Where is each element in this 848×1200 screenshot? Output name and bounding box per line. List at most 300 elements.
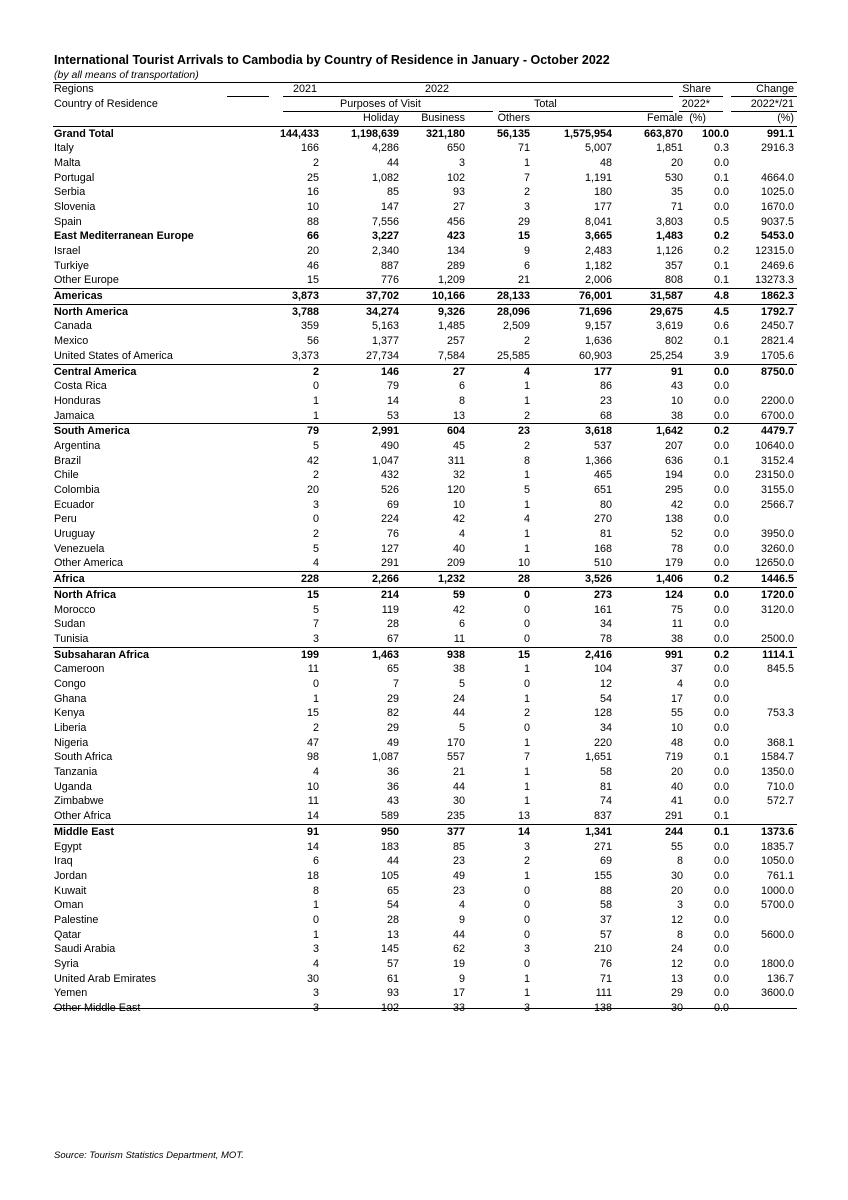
cell-business: 209 — [446, 557, 465, 570]
cell-share: 0.0 — [713, 913, 729, 926]
cell-name: Serbia — [54, 186, 86, 199]
cell-others: 3 — [523, 840, 530, 853]
cell-female: 30 — [670, 869, 683, 882]
cell-total: 2,483 — [584, 245, 612, 257]
cell-business: 4 — [458, 899, 465, 912]
cell-y2021: 1 — [312, 928, 319, 941]
cell-change: 1584.7 — [760, 751, 794, 764]
cell-female: 179 — [664, 557, 683, 570]
cell-share: 0.0 — [713, 394, 729, 407]
table-row — [53, 556, 797, 571]
table-row — [53, 898, 797, 913]
table-row — [53, 677, 797, 692]
table-row — [53, 794, 797, 809]
cell-total: 177 — [593, 200, 612, 213]
cell-name: Other Europe — [54, 274, 119, 287]
cell-business: 557 — [446, 751, 465, 764]
cell-y2021: 3,873 — [291, 290, 319, 303]
cell-share: 0.0 — [713, 186, 729, 199]
cell-y2021: 0 — [312, 677, 319, 690]
cell-others: 0 — [523, 603, 530, 616]
cell-others: 14 — [517, 825, 530, 838]
cell-business: 9,326 — [437, 305, 465, 318]
cell-name: Argentina — [54, 439, 101, 452]
cell-change: 13273.3 — [754, 274, 794, 287]
cell-change: 9037.5 — [760, 215, 794, 228]
cell-holiday: 36 — [386, 780, 399, 793]
table-row — [53, 736, 797, 751]
cell-total: 54 — [599, 692, 612, 705]
cell-holiday: 291 — [380, 557, 399, 570]
cell-name: Uganda — [54, 780, 92, 793]
header-change: Change — [756, 83, 794, 95]
cell-holiday: 887 — [380, 259, 399, 272]
cell-share: 0.0 — [713, 528, 729, 541]
cell-total: 128 — [593, 707, 612, 720]
table-row — [53, 840, 797, 855]
cell-change: 572.7 — [766, 795, 794, 808]
cell-y2021: 3 — [312, 1002, 319, 1015]
cell-name: Colombia — [54, 484, 100, 496]
cell-total: 1,575,954 — [563, 127, 612, 140]
cell-change: 1114.1 — [762, 648, 794, 661]
cell-holiday: 119 — [381, 603, 399, 616]
cell-others: 1 — [523, 972, 530, 985]
table-row — [53, 334, 797, 349]
cell-total: 58 — [599, 899, 612, 912]
cell-y2021: 2 — [312, 528, 319, 541]
cell-y2021: 0 — [312, 380, 319, 393]
cell-change: 991.1 — [766, 127, 794, 140]
cell-total: 1,651 — [584, 751, 612, 764]
cell-share: 0.0 — [713, 603, 729, 616]
table-row — [53, 423, 797, 439]
cell-business: 8 — [458, 394, 465, 407]
table-row — [53, 273, 797, 288]
cell-change: 368.1 — [766, 736, 794, 749]
cell-name: Portugal — [54, 171, 95, 184]
source-note: Source: Tourism Statistics Department, MOT. — [54, 1150, 244, 1161]
cell-change: 23150.0 — [754, 469, 794, 482]
cell-business: 650 — [446, 142, 465, 155]
cell-business: 289 — [446, 259, 465, 272]
cell-business: 938 — [446, 648, 465, 661]
cell-female: 991 — [664, 648, 683, 661]
cell-business: 321,180 — [425, 127, 465, 140]
cell-female: 8 — [676, 928, 683, 941]
cell-female: 48 — [670, 736, 683, 749]
cell-share: 0.2 — [713, 425, 729, 438]
cell-holiday: 127 — [380, 542, 399, 555]
table-row — [53, 483, 797, 498]
cell-total: 2,416 — [584, 648, 612, 661]
cell-business: 134 — [446, 245, 465, 257]
cell-holiday: 44 — [386, 855, 399, 868]
cell-share: 0.0 — [713, 722, 729, 734]
table-row — [53, 809, 797, 824]
cell-y2021: 20 — [306, 484, 319, 496]
cell-name: Ghana — [54, 692, 87, 705]
cell-share: 0.0 — [713, 498, 729, 511]
table-row — [53, 468, 797, 483]
cell-holiday: 28 — [386, 913, 399, 926]
cell-change: 1350.0 — [760, 766, 794, 779]
cell-y2021: 30 — [306, 972, 319, 985]
cell-business: 5 — [458, 677, 465, 690]
cell-share: 100.0 — [701, 127, 729, 140]
cell-female: 30 — [670, 1002, 683, 1015]
cell-holiday: 79 — [386, 380, 399, 393]
cell-y2021: 79 — [306, 425, 319, 438]
table-row — [53, 156, 797, 171]
cell-share: 0.6 — [713, 320, 729, 333]
cell-y2021: 16 — [306, 186, 319, 199]
header-business: Business — [421, 112, 465, 124]
cell-business: 1,232 — [437, 573, 465, 586]
cell-share: 0.0 — [713, 663, 729, 676]
header-total: Total — [534, 97, 557, 110]
header-rule-change-years — [731, 111, 797, 112]
cell-business: 45 — [452, 439, 465, 452]
cell-name: Syria — [54, 958, 79, 970]
cell-name: Other America — [54, 557, 124, 570]
cell-y2021: 228 — [300, 573, 319, 586]
table-row — [53, 394, 797, 409]
cell-holiday: 7 — [392, 677, 399, 690]
cell-female: 1,483 — [655, 230, 683, 243]
cell-y2021: 3 — [312, 498, 319, 511]
cell-change: 1670.0 — [760, 200, 794, 213]
cell-total: 168 — [593, 542, 612, 555]
cell-business: 27 — [452, 200, 465, 213]
cell-female: 244 — [664, 825, 683, 838]
cell-name: Tunisia — [54, 632, 89, 645]
cell-share: 0.0 — [713, 795, 729, 808]
cell-y2021: 359 — [300, 320, 319, 333]
cell-female: 138 — [664, 513, 683, 526]
cell-name: Chile — [54, 469, 79, 482]
cell-y2021: 2 — [312, 156, 319, 169]
cell-total: 76 — [599, 958, 612, 970]
cell-holiday: 82 — [386, 707, 399, 720]
cell-business: 102 — [446, 171, 465, 184]
cell-share: 0.0 — [713, 766, 729, 779]
cell-others: 1 — [523, 766, 530, 779]
cell-others: 2 — [523, 439, 530, 452]
cell-total: 1,182 — [584, 259, 612, 272]
cell-female: 78 — [670, 542, 683, 555]
cell-change: 753.3 — [766, 707, 794, 720]
cell-share: 0.0 — [713, 692, 729, 705]
cell-share: 0.0 — [713, 928, 729, 941]
cell-y2021: 91 — [306, 825, 319, 838]
cell-name: Yemen — [54, 987, 88, 1000]
cell-change: 2821.4 — [760, 335, 794, 348]
cell-holiday: 432 — [380, 469, 399, 482]
cell-holiday: 102 — [380, 1002, 399, 1015]
cell-share: 3.9 — [713, 349, 729, 362]
cell-business: 9 — [458, 972, 465, 985]
cell-total: 3,526 — [584, 573, 612, 586]
cell-female: 35 — [670, 186, 683, 199]
header-rule-change — [731, 96, 797, 97]
cell-female: 194 — [664, 469, 683, 482]
cell-business: 6 — [458, 380, 465, 393]
cell-change: 1720.0 — [760, 588, 794, 601]
cell-share: 0.0 — [713, 899, 729, 912]
cell-business: 170 — [446, 736, 465, 749]
cell-name: South America — [54, 425, 130, 438]
header-rule-purposes — [283, 111, 493, 112]
cell-change: 1000.0 — [760, 884, 794, 897]
cell-change: 1446.5 — [760, 573, 794, 586]
cell-others: 1 — [523, 380, 530, 393]
cell-change: 1373.6 — [760, 825, 794, 838]
header-female: Female — [646, 112, 683, 124]
cell-total: 76,001 — [578, 290, 612, 303]
cell-y2021: 7 — [312, 618, 319, 631]
cell-name: Turkiye — [54, 259, 89, 272]
table-row — [53, 632, 797, 647]
cell-holiday: 1,377 — [371, 335, 399, 348]
cell-y2021: 1 — [312, 899, 319, 912]
cell-business: 1,209 — [437, 274, 465, 287]
header-rule-2021 — [227, 96, 269, 97]
cell-y2021: 46 — [306, 259, 319, 272]
cell-share: 0.0 — [713, 557, 729, 570]
cell-others: 4 — [523, 513, 530, 526]
cell-female: 75 — [670, 603, 683, 616]
cell-name: Iraq — [54, 855, 73, 868]
cell-change: 1050.0 — [760, 855, 794, 868]
cell-name: Africa — [54, 573, 85, 586]
table-row — [53, 884, 797, 899]
cell-female: 37 — [670, 663, 683, 676]
cell-others: 1 — [523, 498, 530, 511]
cell-business: 27 — [452, 365, 465, 378]
cell-others: 23 — [517, 425, 530, 438]
table-row — [53, 244, 797, 259]
cell-name: Kuwait — [54, 884, 87, 897]
table-header-row-3 — [53, 111, 797, 126]
cell-business: 10,166 — [431, 290, 465, 303]
table-row — [53, 957, 797, 972]
cell-others: 0 — [523, 618, 530, 631]
cell-holiday: 29 — [386, 692, 399, 705]
cell-female: 12 — [670, 958, 683, 970]
cell-business: 9 — [458, 913, 465, 926]
cell-others: 1 — [523, 469, 530, 482]
cell-female: 40 — [670, 780, 683, 793]
table-row — [53, 692, 797, 707]
cell-holiday: 43 — [386, 795, 399, 808]
cell-name: South Africa — [54, 751, 113, 764]
table-header-row-1 — [53, 82, 797, 97]
cell-holiday: 93 — [386, 987, 399, 1000]
cell-holiday: 13 — [386, 928, 399, 941]
cell-business: 49 — [452, 869, 465, 882]
cell-female: 41 — [670, 795, 683, 808]
cell-share: 0.0 — [713, 409, 729, 422]
cell-total: 81 — [599, 780, 612, 793]
cell-others: 1 — [523, 663, 530, 676]
cell-female: 20 — [670, 766, 683, 779]
cell-share: 0.0 — [713, 677, 729, 690]
cell-total: 81 — [599, 528, 612, 541]
cell-share: 0.2 — [713, 648, 729, 661]
cell-share: 0.0 — [713, 513, 729, 526]
cell-y2021: 199 — [300, 648, 319, 661]
cell-y2021: 3 — [312, 987, 319, 1000]
cell-female: 29,675 — [649, 305, 683, 318]
cell-holiday: 65 — [386, 884, 399, 897]
cell-change: 1025.0 — [760, 186, 794, 199]
header-2021: 2021 — [292, 83, 317, 95]
table-row — [53, 780, 797, 795]
cell-y2021: 15 — [306, 707, 319, 720]
cell-y2021: 5 — [312, 542, 319, 555]
cell-change: 845.5 — [766, 663, 794, 676]
cell-name: Brazil — [54, 454, 81, 467]
cell-share: 0.0 — [713, 380, 729, 393]
cell-share: 0.1 — [713, 751, 729, 764]
cell-business: 44 — [452, 928, 465, 941]
table-row — [53, 721, 797, 736]
cell-change: 5700.0 — [760, 899, 794, 912]
cell-business: 235 — [446, 810, 465, 823]
cell-name: United Arab Emirates — [54, 972, 157, 985]
cell-others: 13 — [517, 810, 530, 823]
cell-female: 8 — [676, 855, 683, 868]
cell-business: 23 — [452, 884, 465, 897]
table-row — [53, 928, 797, 943]
cell-total: 68 — [599, 409, 612, 422]
cell-female: 808 — [664, 274, 683, 287]
cell-business: 33 — [452, 1002, 465, 1015]
cell-female: 12 — [670, 913, 683, 926]
cell-change: 3950.0 — [760, 528, 794, 541]
cell-female: 29 — [670, 987, 683, 1000]
table-row — [53, 942, 797, 957]
cell-holiday: 145 — [380, 943, 399, 956]
cell-share: 0.0 — [713, 987, 729, 1000]
cell-share: 0.0 — [713, 958, 729, 970]
header-share-pct: (%) — [689, 112, 706, 124]
cell-business: 11 — [453, 632, 465, 645]
table-row — [53, 185, 797, 200]
cell-others: 15 — [517, 230, 530, 243]
cell-others: 1 — [523, 736, 530, 749]
cell-change: 1862.3 — [760, 290, 794, 303]
cell-change: 1705.6 — [760, 349, 794, 362]
cell-change: 2200.0 — [760, 394, 794, 407]
cell-change: 4479.7 — [760, 425, 794, 438]
table-row — [53, 750, 797, 765]
cell-y2021: 4 — [312, 557, 319, 570]
cell-y2021: 11 — [307, 795, 319, 808]
cell-y2021: 56 — [306, 335, 319, 348]
cell-name: Grand Total — [54, 127, 114, 140]
cell-share: 0.0 — [713, 588, 729, 601]
cell-name: Honduras — [54, 394, 101, 407]
cell-others: 1 — [523, 795, 530, 808]
cell-total: 510 — [593, 557, 612, 570]
cell-name: Uruguay — [54, 528, 95, 541]
cell-holiday: 67 — [386, 632, 399, 645]
cell-female: 20 — [670, 156, 683, 169]
cell-total: 37 — [599, 913, 612, 926]
cell-female: 38 — [670, 409, 683, 422]
header-others: Others — [497, 112, 530, 124]
cell-holiday: 147 — [380, 200, 399, 213]
cell-name: Other Africa — [54, 810, 112, 823]
cell-total: 1,636 — [584, 335, 612, 348]
table-bottom-rule — [53, 1008, 797, 1009]
cell-name: Middle East — [54, 825, 114, 838]
cell-total: 71,696 — [578, 305, 612, 318]
cell-change: 4664.0 — [760, 171, 794, 184]
cell-business: 3 — [458, 156, 465, 169]
cell-share: 0.0 — [713, 855, 729, 868]
table-row — [53, 527, 797, 542]
cell-y2021: 3,373 — [291, 349, 319, 362]
table-row — [53, 364, 797, 380]
cell-business: 59 — [452, 588, 465, 601]
cell-holiday: 589 — [380, 810, 399, 823]
cell-share: 0.0 — [713, 484, 729, 496]
cell-name: Palestine — [54, 913, 99, 926]
cell-share: 0.0 — [713, 840, 729, 853]
cell-total: 5,007 — [584, 142, 612, 155]
cell-others: 2,509 — [502, 320, 530, 333]
cell-female: 1,406 — [655, 573, 683, 586]
cell-total: 273 — [593, 588, 612, 601]
cell-change: 10640.0 — [754, 439, 794, 452]
table-row — [53, 171, 797, 186]
cell-female: 17 — [670, 692, 683, 705]
cell-business: 62 — [452, 943, 465, 956]
cell-share: 0.2 — [713, 230, 729, 243]
cell-business: 40 — [452, 542, 465, 555]
cell-others: 28 — [517, 573, 530, 586]
cell-holiday: 36 — [386, 766, 399, 779]
cell-female: 71 — [670, 200, 683, 213]
header-country: Country of Residence — [54, 97, 158, 110]
cell-y2021: 166 — [300, 142, 319, 155]
cell-change: 5600.0 — [760, 928, 794, 941]
cell-holiday: 76 — [386, 528, 399, 541]
cell-others: 0 — [523, 722, 530, 734]
cell-share: 0.0 — [713, 618, 729, 631]
cell-y2021: 2 — [312, 722, 319, 734]
cell-name: Central America — [54, 365, 137, 378]
cell-holiday: 54 — [386, 899, 399, 912]
cell-others: 10 — [517, 557, 530, 570]
cell-holiday: 57 — [386, 958, 399, 970]
cell-change: 3120.0 — [760, 603, 794, 616]
cell-share: 0.0 — [713, 365, 729, 378]
cell-others: 9 — [523, 245, 530, 257]
table-row — [53, 454, 797, 469]
cell-name: Costa Rica — [54, 380, 107, 393]
table-row — [53, 304, 797, 320]
table-row — [53, 824, 797, 840]
cell-others: 0 — [523, 588, 530, 601]
table-row — [53, 617, 797, 632]
cell-share: 0.1 — [713, 335, 729, 348]
cell-name: Kenya — [54, 707, 85, 720]
cell-business: 13 — [452, 409, 465, 422]
